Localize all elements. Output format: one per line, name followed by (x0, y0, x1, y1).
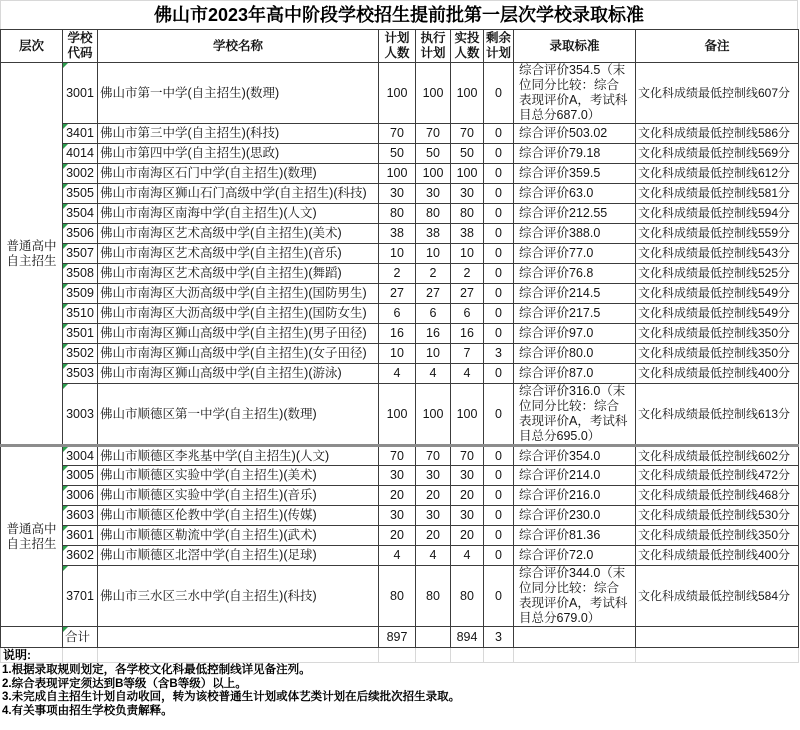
cell-exec-plan: 30 (416, 466, 451, 486)
note-line: 3.未完成自主招生计划自动收回，转为该校普通生计划或体艺类计划在后续批次招生录取。 (2, 691, 461, 704)
cell-exec-plan (416, 627, 451, 648)
table-row (1, 184, 799, 204)
cell-exec-plan: 50 (416, 144, 451, 164)
table-row (1, 264, 799, 284)
cell-plan-count: 30 (379, 466, 416, 486)
cell-actual-count: 894 (451, 627, 484, 648)
header-remaining-plan: 剩余计划 (484, 30, 514, 63)
cell-remark: 文化科成绩最低控制线549分 (636, 304, 799, 324)
cell-admission-standard: 综合评价214.0 (514, 466, 636, 486)
cell-remaining-plan: 0 (484, 184, 514, 204)
cell-plan-count: 30 (379, 184, 416, 204)
cell-remaining-plan: 0 (484, 204, 514, 224)
cell-actual-count: 6 (451, 304, 484, 324)
table-row (1, 466, 799, 486)
cell-admission-standard: 综合评价230.0 (514, 506, 636, 526)
cell-actual-count: 100 (451, 63, 484, 124)
cell-remark: 文化科成绩最低控制线559分 (636, 224, 799, 244)
cell-school-name (98, 627, 379, 648)
table-row (1, 324, 799, 344)
cell-admission-standard: 综合评价63.0 (514, 184, 636, 204)
page-title: 佛山市2023年高中阶段学校招生提前批第一层次学校录取标准 (0, 0, 798, 29)
cell-admission-standard: 综合评价354.0 (514, 446, 636, 466)
header-remark: 备注 (636, 30, 799, 63)
cell-school-code: 3510 (63, 304, 98, 324)
cell-school-name: 佛山市南海区石门中学(自主招生)(数理) (98, 164, 379, 184)
cell-school-name: 佛山市南海区大沥高级中学(自主招生)(国防男生) (98, 284, 379, 304)
cell-exec-plan: 100 (416, 63, 451, 124)
cell-plan-count: 16 (379, 324, 416, 344)
cell-admission-standard: 综合评价214.5 (514, 284, 636, 304)
cell-remaining-plan: 0 (484, 364, 514, 384)
cell-school-code: 合计 (63, 627, 98, 648)
table-row (1, 526, 799, 546)
cell-school-name: 佛山市南海区狮山高级中学(自主招生)(男子田径) (98, 324, 379, 344)
note-line: 4.有关事项由招生学校负责解释。 (2, 704, 173, 717)
cell-exec-plan: 38 (416, 224, 451, 244)
cell-remark: 文化科成绩最低控制线350分 (636, 344, 799, 364)
cell-plan-count: 80 (379, 204, 416, 224)
table-row (1, 304, 799, 324)
cell-school-code: 3603 (63, 506, 98, 526)
cell-remark: 文化科成绩最低控制线584分 (636, 566, 799, 627)
cell-remark: 文化科成绩最低控制线549分 (636, 284, 799, 304)
cell-remaining-plan: 0 (484, 224, 514, 244)
cell-remark (636, 627, 799, 648)
cell-plan-count: 20 (379, 486, 416, 506)
cell-actual-count: 70 (451, 124, 484, 144)
cell-remark: 文化科成绩最低控制线594分 (636, 204, 799, 224)
cell-plan-count: 2 (379, 264, 416, 284)
cell-admission-standard: 综合评价72.0 (514, 546, 636, 566)
ghost-cell (636, 648, 799, 663)
cell-admission-standard: 综合评价97.0 (514, 324, 636, 344)
cell-plan-count: 100 (379, 164, 416, 184)
cell-actual-count: 30 (451, 506, 484, 526)
cell-admission-standard: 综合评价77.0 (514, 244, 636, 264)
cell-remark: 文化科成绩最低控制线400分 (636, 546, 799, 566)
cell-admission-standard: 综合评价316.0（末位同分比较：综合表现评价A，考试科目总分695.0） (514, 384, 636, 446)
table-row (1, 144, 799, 164)
cell-remark: 文化科成绩最低控制线350分 (636, 526, 799, 546)
header-exec-plan: 执行计划 (416, 30, 451, 63)
cell-actual-count: 20 (451, 526, 484, 546)
header-tier: 层次 (1, 30, 63, 63)
cell-plan-count: 50 (379, 144, 416, 164)
cell-plan-count: 70 (379, 446, 416, 466)
cell-actual-count: 80 (451, 204, 484, 224)
table-row (1, 124, 799, 144)
cell-admission-standard: 综合评价81.36 (514, 526, 636, 546)
cell-admission-standard: 综合评价79.18 (514, 144, 636, 164)
cell-plan-count: 20 (379, 526, 416, 546)
cell-school-code: 3508 (63, 264, 98, 284)
total-row (1, 627, 799, 648)
table-row (1, 204, 799, 224)
cell-exec-plan: 20 (416, 486, 451, 506)
cell-remark: 文化科成绩最低控制线468分 (636, 486, 799, 506)
cell-plan-count: 27 (379, 284, 416, 304)
table-row (1, 224, 799, 244)
cell-remaining-plan: 0 (484, 566, 514, 627)
cell-exec-plan: 70 (416, 446, 451, 466)
cell-school-name: 佛山市顺德区第一中学(自主招生)(数理) (98, 384, 379, 446)
cell-school-name: 佛山市南海区艺术高级中学(自主招生)(音乐) (98, 244, 379, 264)
table-row (1, 384, 799, 446)
cell-school-code: 3701 (63, 566, 98, 627)
cell-admission-standard: 综合评价354.5（末位同分比较：综合表现评价A，考试科目总分687.0） (514, 63, 636, 124)
cell-remaining-plan: 0 (484, 63, 514, 124)
cell-actual-count: 100 (451, 164, 484, 184)
notes-heading: 说明: (3, 648, 31, 662)
cell-admission-standard: 综合评价80.0 (514, 344, 636, 364)
cell-admission-standard: 综合评价359.5 (514, 164, 636, 184)
cell-school-code: 3602 (63, 546, 98, 566)
cell-remaining-plan: 0 (484, 304, 514, 324)
note-line: 2.综合表现评定须达到B等级（含B等级）以上。 (2, 677, 247, 690)
table-row (1, 344, 799, 364)
cell-school-code: 3001 (63, 63, 98, 124)
cell-school-code: 3401 (63, 124, 98, 144)
cell-school-name: 佛山市顺德区实验中学(自主招生)(音乐) (98, 486, 379, 506)
cell-plan-count: 6 (379, 304, 416, 324)
cell-exec-plan: 4 (416, 546, 451, 566)
cell-school-code: 3005 (63, 466, 98, 486)
cell-remark: 文化科成绩最低控制线530分 (636, 506, 799, 526)
cell-exec-plan: 80 (416, 566, 451, 627)
cell-actual-count: 7 (451, 344, 484, 364)
cell-school-code: 4014 (63, 144, 98, 164)
table-row (1, 446, 799, 466)
cell-school-code: 3504 (63, 204, 98, 224)
cell-remaining-plan: 0 (484, 124, 514, 144)
header-plan-count: 计划人数 (379, 30, 416, 63)
cell-plan-count: 10 (379, 244, 416, 264)
cell-remark: 文化科成绩最低控制线607分 (636, 63, 799, 124)
cell-actual-count: 50 (451, 144, 484, 164)
cell-school-code: 3003 (63, 384, 98, 446)
tier-cell: 普通高中自主招生 (1, 446, 63, 627)
cell-plan-count: 4 (379, 546, 416, 566)
cell-school-name: 佛山市第四中学(自主招生)(思政) (98, 144, 379, 164)
cell-admission-standard: 综合评价76.8 (514, 264, 636, 284)
cell-plan-count: 30 (379, 506, 416, 526)
cell-school-name: 佛山市顺德区伦教中学(自主招生)(传媒) (98, 506, 379, 526)
cell-admission-standard: 综合评价216.0 (514, 486, 636, 506)
cell-plan-count: 4 (379, 364, 416, 384)
header-school-code: 学校代码 (63, 30, 98, 63)
cell-remaining-plan: 0 (484, 506, 514, 526)
tier-cell (1, 627, 63, 648)
cell-actual-count: 2 (451, 264, 484, 284)
cell-school-code: 3503 (63, 364, 98, 384)
cell-school-name: 佛山市南海区狮山高级中学(自主招生)(女子田径) (98, 344, 379, 364)
cell-school-name: 佛山市顺德区北滘中学(自主招生)(足球) (98, 546, 379, 566)
cell-exec-plan: 20 (416, 526, 451, 546)
table-row (1, 364, 799, 384)
notes-section (0, 663, 798, 718)
ghost-cell (484, 648, 514, 663)
table-row (1, 546, 799, 566)
cell-admission-standard (514, 627, 636, 648)
note-line: 1.根据录取规则划定，各学校文化科最低控制线详见备注列。 (2, 664, 311, 677)
cell-remaining-plan: 0 (484, 486, 514, 506)
cell-actual-count: 38 (451, 224, 484, 244)
cell-remark: 文化科成绩最低控制线613分 (636, 384, 799, 446)
cell-school-code: 3002 (63, 164, 98, 184)
cell-school-name: 佛山市第一中学(自主招生)(数理) (98, 63, 379, 124)
cell-remaining-plan: 0 (484, 526, 514, 546)
cell-remaining-plan: 0 (484, 384, 514, 446)
cell-remaining-plan: 0 (484, 164, 514, 184)
cell-remaining-plan: 0 (484, 546, 514, 566)
table-row (1, 506, 799, 526)
cell-school-name: 佛山市南海区大沥高级中学(自主招生)(国防女生) (98, 304, 379, 324)
cell-admission-standard: 综合评价344.0（末位同分比较：综合表现评价A，考试科目总分679.0） (514, 566, 636, 627)
cell-school-code: 3501 (63, 324, 98, 344)
cell-remaining-plan: 0 (484, 466, 514, 486)
table-row (1, 566, 799, 627)
ghost-cell (379, 648, 416, 663)
header-row (1, 30, 799, 63)
ghost-cell (416, 648, 451, 663)
cell-plan-count: 38 (379, 224, 416, 244)
cell-remark: 文化科成绩最低控制线472分 (636, 466, 799, 486)
cell-remark: 文化科成绩最低控制线581分 (636, 184, 799, 204)
cell-actual-count: 4 (451, 364, 484, 384)
cell-remark: 文化科成绩最低控制线350分 (636, 324, 799, 344)
cell-remaining-plan: 0 (484, 446, 514, 466)
cell-remark: 文化科成绩最低控制线602分 (636, 446, 799, 466)
cell-school-code: 3505 (63, 184, 98, 204)
cell-remark: 文化科成绩最低控制线586分 (636, 124, 799, 144)
cell-remaining-plan: 0 (484, 144, 514, 164)
cell-exec-plan: 2 (416, 264, 451, 284)
cell-school-code: 3509 (63, 284, 98, 304)
cell-actual-count: 80 (451, 566, 484, 627)
table-header (1, 30, 799, 63)
cell-exec-plan: 4 (416, 364, 451, 384)
cell-exec-plan: 10 (416, 344, 451, 364)
ghost-cell (1, 648, 63, 663)
table-row (1, 244, 799, 264)
cell-exec-plan: 6 (416, 304, 451, 324)
cell-remaining-plan: 3 (484, 344, 514, 364)
cell-remaining-plan: 3 (484, 627, 514, 648)
cell-remaining-plan: 0 (484, 324, 514, 344)
cell-plan-count: 80 (379, 566, 416, 627)
table-row (1, 486, 799, 506)
header-actual-count: 实投人数 (451, 30, 484, 63)
cell-exec-plan: 100 (416, 384, 451, 446)
cell-school-name: 佛山市三水区三水中学(自主招生)(科技) (98, 566, 379, 627)
cell-exec-plan: 70 (416, 124, 451, 144)
table-row (1, 164, 799, 184)
header-admission-standard: 录取标准 (514, 30, 636, 63)
cell-exec-plan: 30 (416, 184, 451, 204)
cell-school-name: 佛山市第三中学(自主招生)(科技) (98, 124, 379, 144)
cell-remaining-plan: 0 (484, 264, 514, 284)
cell-exec-plan: 100 (416, 164, 451, 184)
cell-school-name: 佛山市顺德区勒流中学(自主招生)(武术) (98, 526, 379, 546)
cell-actual-count: 20 (451, 486, 484, 506)
cell-school-name: 佛山市南海区南海中学(自主招生)(人文) (98, 204, 379, 224)
cell-admission-standard: 综合评价87.0 (514, 364, 636, 384)
cell-actual-count: 30 (451, 466, 484, 486)
cell-school-code: 3004 (63, 446, 98, 466)
cell-plan-count: 100 (379, 384, 416, 446)
cell-remaining-plan: 0 (484, 284, 514, 304)
ghost-grid-row (1, 648, 799, 663)
cell-school-name: 佛山市顺德区李兆基中学(自主招生)(人文) (98, 446, 379, 466)
cell-school-code: 3506 (63, 224, 98, 244)
cell-exec-plan: 10 (416, 244, 451, 264)
cell-school-name: 佛山市南海区狮山石门高级中学(自主招生)(科技) (98, 184, 379, 204)
header-school-name: 学校名称 (98, 30, 379, 63)
cell-exec-plan: 80 (416, 204, 451, 224)
cell-actual-count: 70 (451, 446, 484, 466)
cell-actual-count: 100 (451, 384, 484, 446)
cell-admission-standard: 综合评价388.0 (514, 224, 636, 244)
cell-plan-count: 100 (379, 63, 416, 124)
cell-school-name: 佛山市南海区艺术高级中学(自主招生)(美术) (98, 224, 379, 244)
cell-school-code: 3507 (63, 244, 98, 264)
cell-exec-plan: 27 (416, 284, 451, 304)
cell-remark: 文化科成绩最低控制线569分 (636, 144, 799, 164)
cell-school-name: 佛山市顺德区实验中学(自主招生)(美术) (98, 466, 379, 486)
ghost-cell (451, 648, 484, 663)
cell-actual-count: 27 (451, 284, 484, 304)
cell-exec-plan: 16 (416, 324, 451, 344)
table-row (1, 284, 799, 304)
cell-plan-count: 10 (379, 344, 416, 364)
table-footer (1, 648, 799, 663)
ghost-cell (98, 648, 379, 663)
cell-admission-standard: 综合评价217.5 (514, 304, 636, 324)
cell-school-code: 3006 (63, 486, 98, 506)
cell-school-name: 佛山市南海区艺术高级中学(自主招生)(舞蹈) (98, 264, 379, 284)
cell-remark: 文化科成绩最低控制线612分 (636, 164, 799, 184)
cell-plan-count: 897 (379, 627, 416, 648)
cell-actual-count: 4 (451, 546, 484, 566)
ghost-cell (514, 648, 636, 663)
cell-admission-standard: 综合评价503.02 (514, 124, 636, 144)
cell-school-name: 佛山市南海区狮山高级中学(自主招生)(游泳) (98, 364, 379, 384)
cell-plan-count: 70 (379, 124, 416, 144)
table-row (1, 63, 799, 124)
cell-remark: 文化科成绩最低控制线543分 (636, 244, 799, 264)
cell-exec-plan: 30 (416, 506, 451, 526)
cell-actual-count: 30 (451, 184, 484, 204)
cell-school-code: 3601 (63, 526, 98, 546)
cell-admission-standard: 综合评价212.55 (514, 204, 636, 224)
cell-actual-count: 16 (451, 324, 484, 344)
cell-school-code: 3502 (63, 344, 98, 364)
cell-actual-count: 10 (451, 244, 484, 264)
cell-remark: 文化科成绩最低控制线400分 (636, 364, 799, 384)
tier-cell: 普通高中自主招生 (1, 63, 63, 446)
admissions-table (0, 29, 799, 663)
cell-remaining-plan: 0 (484, 244, 514, 264)
ghost-cell (63, 648, 98, 663)
cell-remark: 文化科成绩最低控制线525分 (636, 264, 799, 284)
table-body (1, 63, 799, 648)
